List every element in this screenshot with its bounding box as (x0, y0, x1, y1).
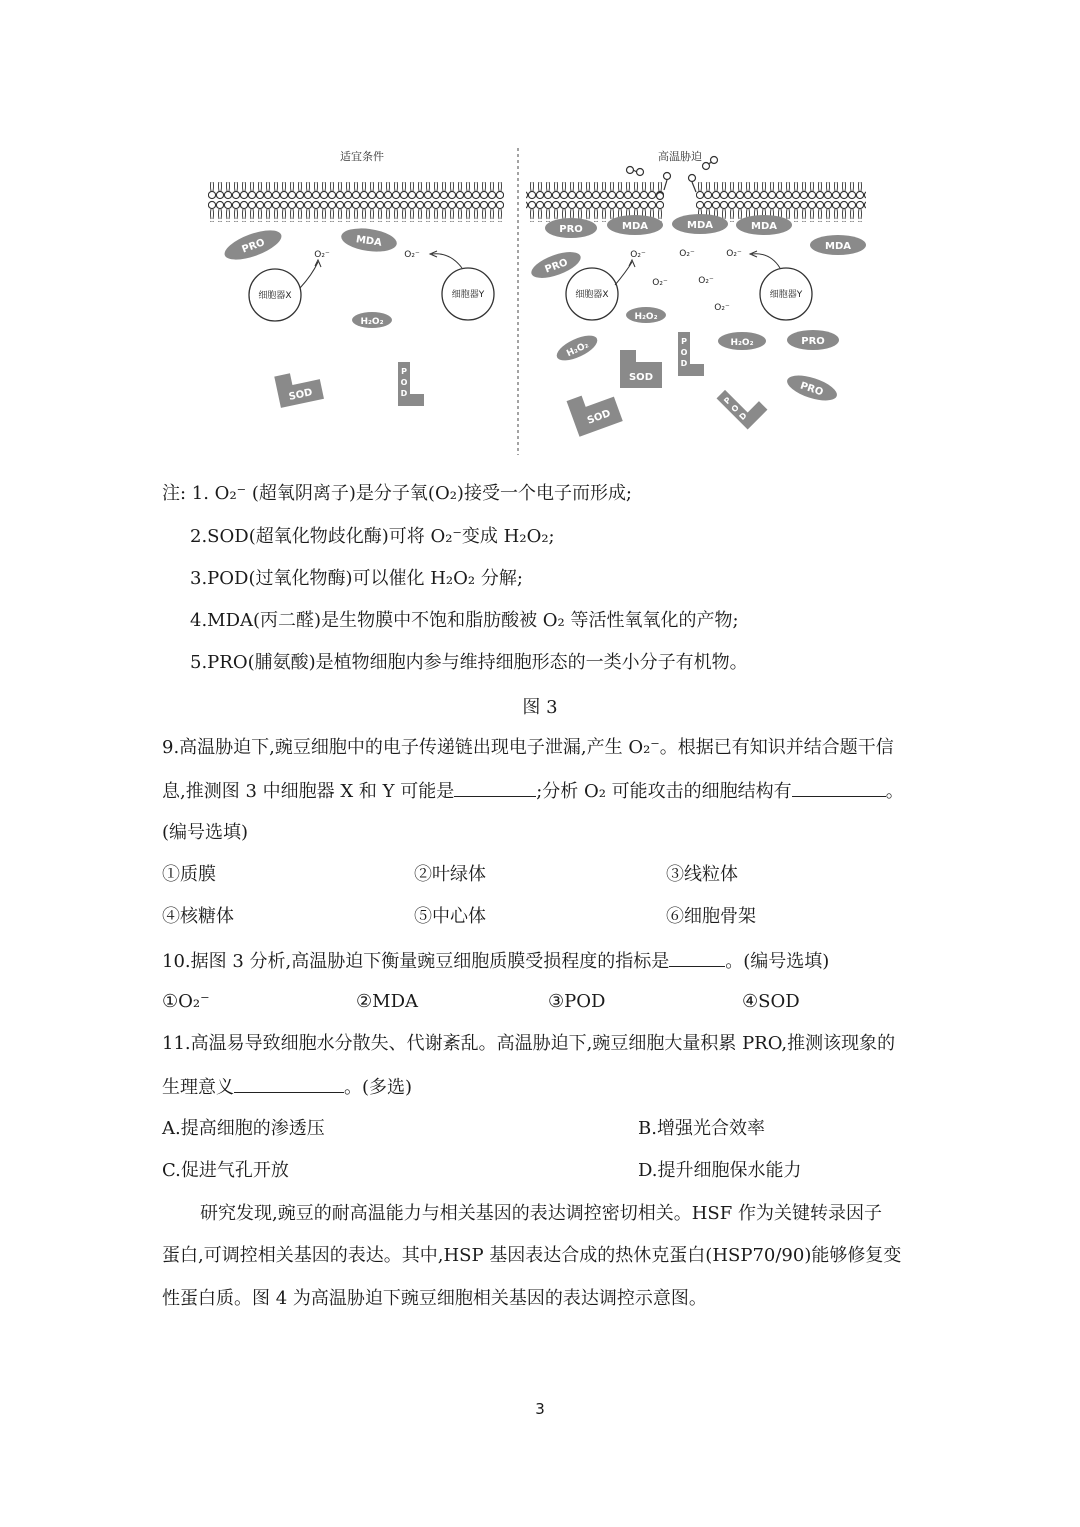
right-pro-1 (545, 218, 597, 238)
svg-text:SOD: SOD (585, 408, 613, 427)
left-sod (274, 367, 324, 407)
q9-option-2[interactable]: ②叶绿体 (414, 864, 486, 885)
q11-option-d[interactable]: D.提升细胞保水能力 (638, 1160, 802, 1181)
svg-text:H₂O₂: H₂O₂ (634, 312, 658, 322)
svg-text:D: D (737, 410, 749, 422)
svg-text:P: P (401, 367, 407, 376)
right-sod-2 (567, 385, 623, 436)
membrane-right-b (696, 182, 866, 222)
q10-text-a: 10.据图 3 分析,高温胁迫下衡量豌豆细胞质膜受损程度的指标是 (162, 951, 670, 972)
q11-line-2 (162, 1074, 412, 1100)
svg-text:D: D (680, 359, 688, 368)
organelle-y-left (442, 268, 494, 320)
svg-text:细胞器Y: 细胞器Y (451, 290, 485, 300)
right-o2-3: O₂⁻ (726, 249, 742, 259)
arrow-y-left (432, 254, 462, 268)
svg-text:MDA: MDA (687, 220, 713, 231)
right-o2-2: O₂⁻ (679, 249, 695, 259)
svg-text:PRO: PRO (543, 257, 570, 276)
svg-text:MDA: MDA (751, 221, 777, 232)
q9-option-4[interactable]: ④核糖体 (162, 906, 234, 927)
passage-line-2: 蛋白,可调控相关基因的表达。其中,HSP 基因表达合成的热休克蛋白(HSP70/90)能够修复变 (162, 1245, 902, 1266)
q9-text-b: ;分析 O₂ 可能攻击的细胞结构有 (536, 781, 792, 802)
q9-text-a: 息,推测图 3 中细胞器 X 和 Y 可能是 (162, 781, 455, 802)
q11-text-a: 生理意义 (162, 1077, 234, 1098)
note-5: 5.PRO(脯氨酸)是植物细胞内参与维持细胞形态的一类小分子有机物。 (190, 652, 748, 673)
svg-text:MDA: MDA (622, 221, 648, 232)
organelle-x-right (566, 268, 618, 320)
q9-option-1[interactable]: ①质膜 (162, 864, 216, 885)
svg-text:MDA: MDA (355, 234, 383, 249)
passage-line-1: 研究发现,豌豆的耐高温能力与相关基因的表达调控密切相关。HSF 作为关键转录因子 (200, 1203, 882, 1224)
q10-text-b: 。(编号选填) (725, 951, 830, 972)
svg-text:PRO: PRO (240, 237, 267, 256)
svg-text:H₂O₂: H₂O₂ (730, 338, 754, 348)
svg-text:O: O (400, 378, 408, 387)
left-pod (398, 362, 424, 406)
left-h2o2 (352, 312, 392, 328)
right-condition-label: 高温胁迫 (658, 150, 702, 163)
q10-stem (162, 948, 829, 974)
q11-option-a[interactable]: A.提高细胞的渗透压 (162, 1118, 325, 1139)
membrane-left (208, 182, 504, 222)
left-o2-a: O₂⁻ (314, 250, 330, 260)
svg-text:H₂O₂: H₂O₂ (360, 317, 384, 327)
q11-option-c[interactable]: C.促进气孔开放 (162, 1160, 289, 1181)
figure-3-diagram (0, 0, 1080, 470)
svg-text:细胞器X: 细胞器X (575, 290, 609, 300)
q11-blank[interactable] (234, 1074, 344, 1093)
svg-text:H₂O₂: H₂O₂ (565, 340, 591, 360)
left-pro (221, 224, 285, 265)
svg-text:P: P (722, 395, 733, 407)
right-pro-4 (784, 370, 840, 405)
note-3: 3.POD(过氧化物酶)可以催化 H₂O₂ 分解; (190, 568, 523, 589)
right-h2o2-1 (626, 307, 666, 323)
note-4: 4.MDA(丙二醛)是生物膜中不饱和脂肪酸被 O₂ 等活性氧氧化的产物; (190, 610, 739, 631)
q10-option-4[interactable]: ④SOD (742, 991, 800, 1012)
svg-text:细胞器X: 细胞器X (258, 291, 292, 301)
note-1: 注: 1. O₂⁻ (超氧阴离子)是分子氧(O₂)接受一个电子而形成; (162, 483, 633, 504)
note-2: 2.SOD(超氧化物歧化酶)可将 O₂⁻变成 H₂O₂; (190, 526, 555, 547)
q9-blank-2[interactable] (792, 778, 886, 797)
svg-text:O: O (680, 348, 688, 357)
q9-option-3[interactable]: ③线粒体 (666, 864, 738, 885)
svg-text:细胞器Y: 细胞器Y (769, 290, 803, 300)
svg-text:PRO: PRO (559, 224, 583, 235)
svg-text:SOD: SOD (287, 387, 314, 403)
q9-option-6[interactable]: ⑥细胞骨架 (666, 906, 756, 927)
right-o2-6: O₂⁻ (714, 303, 730, 313)
svg-text:O: O (729, 403, 741, 415)
q11-line-1: 11.高温易导致细胞水分散失、代谢紊乱。高温胁迫下,豌豆细胞大量积累 PRO,推测该现象的 (162, 1033, 896, 1054)
page-number: 3 (535, 1400, 545, 1418)
left-o2-b: O₂⁻ (404, 250, 420, 260)
svg-text:MDA: MDA (825, 241, 851, 252)
q11-option-b[interactable]: B.增强光合效率 (638, 1118, 765, 1139)
q10-option-2[interactable]: ②MDA (356, 991, 418, 1012)
svg-text:PRO: PRO (798, 380, 825, 399)
right-h2o2-3 (718, 332, 766, 350)
svg-text:P: P (681, 337, 687, 346)
q9-text-c: 。 (885, 781, 904, 802)
svg-text:SOD: SOD (628, 372, 654, 383)
q10-blank[interactable] (669, 948, 725, 967)
right-h2o2-2 (553, 331, 600, 366)
right-mda-2 (672, 214, 728, 234)
q9-line-2 (162, 778, 904, 804)
right-sod-1 (620, 350, 662, 388)
right-pro-3 (787, 330, 839, 350)
right-o2-4: O₂⁻ (652, 278, 668, 288)
right-mda-1 (607, 215, 663, 235)
q10-option-3[interactable]: ③POD (548, 991, 606, 1012)
organelle-y-right (760, 268, 812, 320)
left-condition-label: 适宜条件 (340, 150, 384, 163)
q9-line-1: 9.高温胁迫下,豌豆细胞中的电子传递链出现电子泄漏,产生 O₂⁻。根据已有知识并结合题干信 (162, 737, 894, 758)
passage-line-3: 性蛋白质。图 4 为高温胁迫下豌豆细胞相关基因的表达调控示意图。 (162, 1288, 707, 1309)
organelle-x-left (249, 269, 301, 321)
right-pod-2 (717, 379, 768, 430)
svg-text:PRO: PRO (801, 336, 825, 347)
figure-caption: 图 3 (522, 697, 558, 718)
right-pod-1 (678, 332, 704, 376)
right-o2-5: O₂⁻ (698, 276, 714, 286)
q9-blank-1[interactable] (454, 778, 536, 797)
q9-line-3: (编号选填) (162, 822, 249, 843)
right-mda-4 (810, 235, 866, 255)
q9-option-5[interactable]: ⑤中心体 (414, 906, 486, 927)
q10-option-1[interactable]: ①O₂⁻ (162, 991, 210, 1012)
left-mda (340, 225, 399, 255)
right-mda-3 (736, 215, 792, 235)
q11-text-b: 。(多选) (344, 1077, 413, 1098)
right-o2-1: O₂⁻ (630, 250, 646, 260)
svg-text:D: D (400, 389, 408, 398)
